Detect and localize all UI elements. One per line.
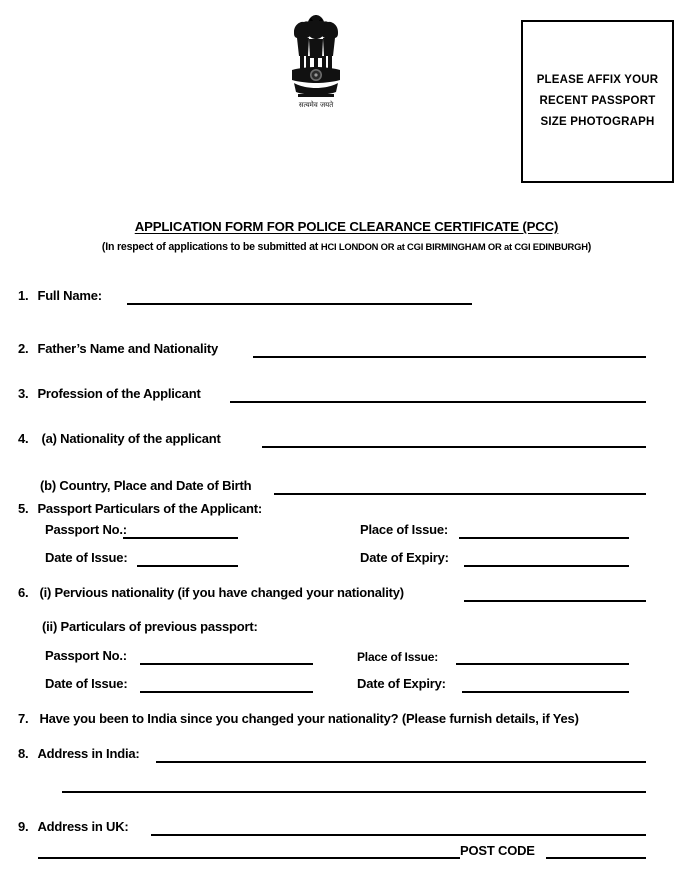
- item-number-6: 6.: [18, 585, 29, 600]
- label-address-in-uk: Address in UK:: [37, 819, 129, 834]
- field-row-address-india: [18, 746, 140, 761]
- field-row-date-of-issue-previous: [45, 676, 127, 691]
- label-visited-india-question: Have you been to India since you changed your nationality? (Please furnish details, if Yes): [39, 711, 579, 726]
- field-row-post-code: [460, 843, 535, 858]
- subtitle-suffix: ): [587, 241, 592, 253]
- input-line-address-uk-1[interactable]: [151, 834, 646, 836]
- label-nationality-of-applicant: (a) Nationality of the applicant: [41, 431, 221, 446]
- label-passport-no-previous: Passport No.:: [45, 648, 127, 663]
- label-address-in-india: Address in India:: [37, 746, 140, 761]
- photo-instruction-line-3: SIZE PHOTOGRAPH: [540, 116, 655, 128]
- input-line-address-uk-2[interactable]: [38, 857, 460, 859]
- input-line-post-code[interactable]: [546, 857, 646, 859]
- subtitle-prefix: (In respect of applications to be submitted at: [101, 241, 321, 253]
- form-title-container: [0, 218, 693, 236]
- field-row-previous-nationality: [18, 585, 404, 600]
- label-date-of-issue-previous: Date of Issue:: [45, 676, 128, 691]
- label-profession: Profession of the Applicant: [37, 386, 201, 401]
- field-row-passport-no-previous: [45, 648, 127, 663]
- label-place-of-issue-current: Place of Issue:: [360, 522, 449, 537]
- label-passport-particulars: Passport Particulars of the Applicant:: [37, 501, 262, 516]
- label-date-of-expiry-current: Date of Expiry:: [360, 550, 449, 565]
- label-post-code: POST CODE: [460, 843, 535, 858]
- input-line-full-name[interactable]: [127, 303, 472, 305]
- field-row-place-of-issue-current: [360, 522, 448, 537]
- label-fathers-name-nationality: Father’s Name and Nationality: [37, 341, 219, 356]
- label-date-of-expiry-previous: Date of Expiry:: [357, 676, 446, 691]
- input-line-date-of-expiry-previous[interactable]: [462, 691, 629, 693]
- form-subtitle: [0, 241, 693, 253]
- field-row-nationality: [18, 431, 221, 446]
- item-number-2: 2.: [18, 341, 29, 356]
- input-line-previous-nationality[interactable]: [464, 600, 646, 602]
- input-line-country-place-date-of-birth[interactable]: [274, 493, 646, 495]
- input-line-place-of-issue-previous[interactable]: [456, 663, 629, 665]
- field-row-visited-india: [18, 711, 579, 726]
- field-row-place-of-issue-previous: [357, 650, 438, 664]
- emblem-motto-text: सत्यमेव जयते: [298, 101, 334, 109]
- label-particulars-of-previous-passport: (ii) Particulars of previous passport:: [42, 619, 258, 634]
- field-row-date-of-expiry-previous: [357, 676, 446, 691]
- photo-instruction-line-2: RECENT PASSPORT: [539, 95, 656, 107]
- input-line-date-of-expiry-current[interactable]: [464, 565, 629, 567]
- field-row-address-uk: [18, 819, 129, 834]
- input-line-date-of-issue-previous[interactable]: [140, 691, 313, 693]
- photograph-affix-box: [521, 20, 674, 183]
- input-line-profession[interactable]: [230, 401, 646, 403]
- field-row-date-of-expiry-current: [360, 550, 449, 565]
- label-date-of-issue-current: Date of Issue:: [45, 550, 128, 565]
- item-number-5: 5.: [18, 501, 29, 516]
- field-row-full-name: [18, 288, 102, 303]
- field-row-fathers-name: [18, 341, 218, 356]
- field-row-passport-particulars-heading: [18, 501, 262, 516]
- input-line-passport-no-current[interactable]: [123, 537, 238, 539]
- input-line-passport-no-previous[interactable]: [140, 663, 313, 665]
- input-line-address-india-2[interactable]: [62, 791, 646, 793]
- input-line-fathers-name-nationality[interactable]: [253, 356, 646, 358]
- input-line-place-of-issue-current[interactable]: [459, 537, 629, 539]
- item-number-9: 9.: [18, 819, 29, 834]
- input-line-address-india-1[interactable]: [156, 761, 646, 763]
- label-full-name: Full Name:: [37, 288, 102, 303]
- item-number-7: 7.: [18, 711, 29, 726]
- item-number-8: 8.: [18, 746, 29, 761]
- page-title: APPLICATION FORM FOR POLICE CLEARANCE CERTIFICATE (PCC): [134, 219, 559, 234]
- item-number-1: 1.: [18, 288, 29, 303]
- label-previous-nationality: (i) Pervious nationality (if you have changed your nationality): [39, 585, 404, 600]
- item-number-4: 4.: [18, 431, 29, 446]
- subtitle-offices: HCI LONDON OR at CGI BIRMINGHAM OR at CGI EDINBURGH: [320, 241, 588, 252]
- state-emblem-of-india-icon: [288, 12, 344, 112]
- photo-instruction-line-1: PLEASE AFFIX YOUR: [536, 74, 659, 86]
- field-row-birth-details: [40, 478, 251, 493]
- label-passport-no-current: Passport No.:: [45, 522, 127, 537]
- input-line-nationality-of-applicant[interactable]: [262, 446, 646, 448]
- item-number-3: 3.: [18, 386, 29, 401]
- field-row-date-of-issue-current: [45, 550, 127, 565]
- label-country-place-date-of-birth: (b) Country, Place and Date of Birth: [40, 478, 252, 493]
- input-line-date-of-issue-current[interactable]: [137, 565, 238, 567]
- label-place-of-issue-previous: Place of Issue:: [357, 650, 439, 664]
- field-row-passport-no-current: [45, 522, 127, 537]
- field-row-profession: [18, 386, 201, 401]
- field-row-previous-passport-heading: [42, 619, 258, 634]
